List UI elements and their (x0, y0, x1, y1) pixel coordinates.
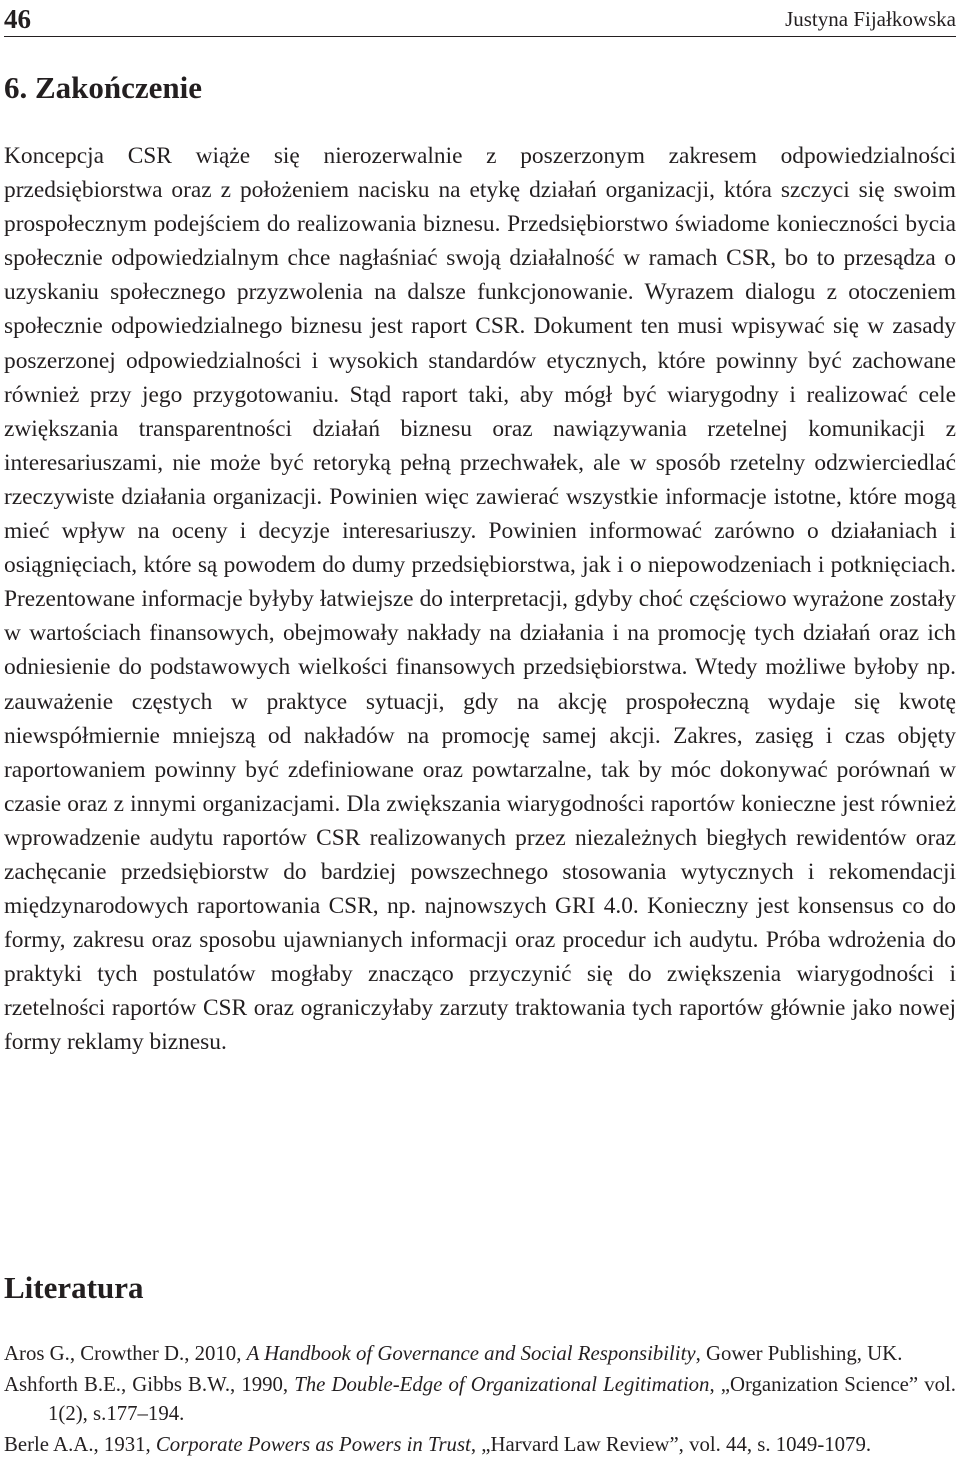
reference-item (4, 1340, 956, 1368)
section-title: 6. Zakończenie (4, 70, 203, 105)
reference-title: Corporate Powers as Powers in Trust (155, 1433, 471, 1457)
body-paragraph: Koncepcja CSR wiąże się nierozerwalnie z poszerzonym zakresem odpowiedzialności przedsiębiorstwa oraz z położeniem nacisku na etykę działań organizacji, która szczyci się swoim prospołecznym podejściem do realizowania biznesu. Przedsiębiorstwo świadome konieczności bycia społecznie odpowiedzialnym chce nagłaśniać swoją działalność w ramach CSR, bo to przesądza o uzyskaniu społecznego przyzwolenia na dalsze funkcjonowanie. Wyrazem dialogu z otoczeniem społecznie odpowiedzialnego biznesu jest raport CSR. Dokument ten musi wpisywać się w zasady poszerzonej odpowiedzialności i wysokich standardów etycznych, które powinny być zachowane również przy jego przygotowaniu. Stąd raport taki, aby mógł być wiarygodny i realizować cele zwiększania transparentności działań biznesu oraz nawiązywania rzetelnej komunikacji z interesariuszami, nie może być retoryką pełną przechwałek, ale w sposób rzetelny odzwierciedlać rzeczywiste działania organizacji. Powinien więc zawierać wszystkie informacje istotne, które mogą mieć wpływ na oceny i decyzje interesariuszy. Powinien informować zarówno o działaniach i osiągnięciach, które są powodem do dumy przedsiębiorstwa, jak i o niepowodzeniach i potknięciach. Prezentowane informacje byłyby łatwiejsze do interpretacji, gdyby choć częściowo wyrażone zostały w wartościach finansowych, obejmowały nakłady na działania i na promocję tych działań oraz ich odniesienie do podstawowych wielkości finansowych przedsiębiorstwa. Wtedy możliwe byłoby np. zauważenie częstych w praktyce sytuacji, gdy na akcję prospołeczną wydaje się kwotę niewspółmiernie mniejszą od nakładów na promocję samej akcji. Zakres, zasięg i czas objęty raportowaniem powinny być zdefiniowane oraz powtarzalne, tak by móc dokonywać porównań w czasie oraz z innymi organizacjami. Dla zwiększania wiarygodności raportów konieczne jest również wprowadzenie audytu raportów CSR realizowanych przez niezależnych biegłych rewidentów oraz zachęcanie przedsiębiorstw do bardziej powszechnego stosowania wytycznych i rekomendacji międzynarodowych raportowania CSR, np. najnowszych GRI 4.0. Konieczny jest konsensus co do formy, zakresu oraz sposobu ujawnianych informacji oraz procedur ich audytu. Próba wdrożenia do praktyki tych postulatów mogłaby znacząco przyczynić się do zwiększenia wiarygodności i rzetelności raportów CSR oraz ograniczyłaby zarzuty traktowania tych raportów głównie jako nowej formy reklamy biznesu. (4, 143, 956, 1056)
running-head-author: Justyna Fijałkowska (785, 7, 956, 31)
page-number: 46 (4, 4, 31, 34)
reference-title: The Double-Edge of Organizational Legitimation (294, 1373, 710, 1397)
reference-authors: Ashforth B.E., Gibbs B.W., 1990, (4, 1373, 295, 1397)
reference-details: , Gower Publishing, UK. (695, 1342, 903, 1365)
reference-authors: Aros G., Crowther D., 2010, (4, 1342, 247, 1365)
reference-title: A Handbook of Governance and Social Responsibility (246, 1342, 696, 1365)
literature-title: Literatura (4, 1270, 144, 1305)
reference-list (4, 1340, 956, 1460)
reference-details: , „Organization Science” vol. 1(2), s.177–194. (48, 1373, 956, 1425)
reference-details: , „Harvard Law Review”, vol. 44, s. 1049-1079. (470, 1433, 872, 1457)
page-header (4, 2, 956, 37)
reference-item (4, 1431, 956, 1459)
reference-item (4, 1371, 956, 1428)
reference-authors: Berle A.A., 1931, (4, 1433, 156, 1457)
